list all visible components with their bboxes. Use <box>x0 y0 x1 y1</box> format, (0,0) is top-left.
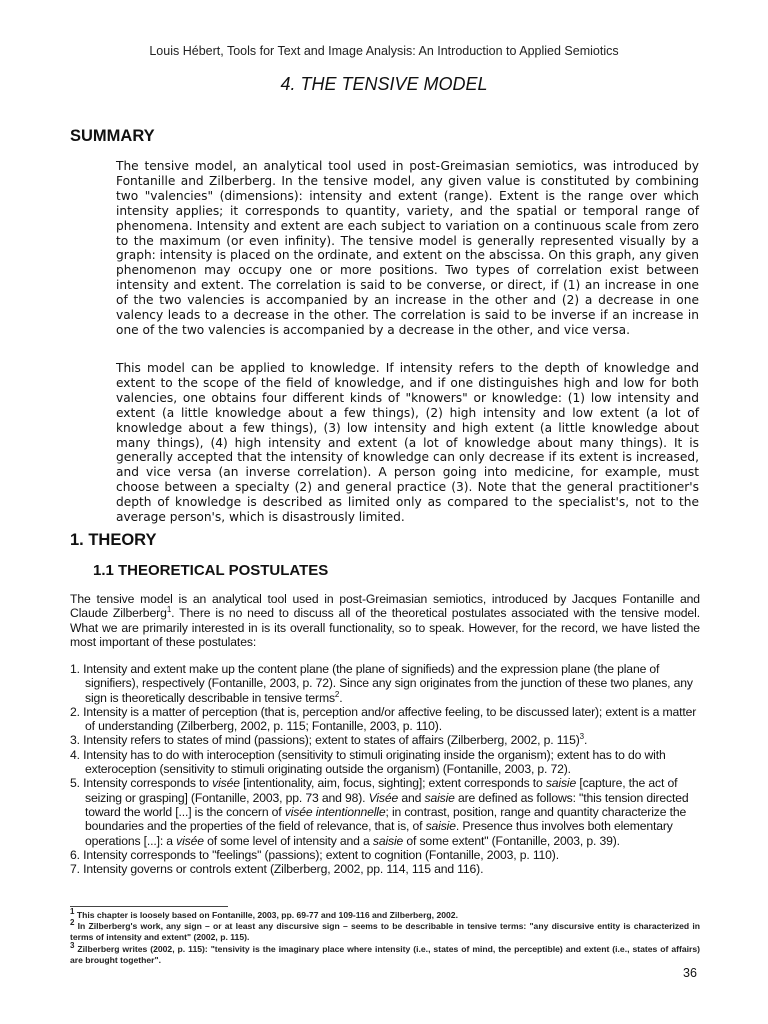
term-saisie: saisie <box>545 776 577 791</box>
footnote-3-number: 3 <box>70 940 75 950</box>
postulate-5-text-i: of some extent" (Fontanille, 2003, p. 39). <box>403 833 620 848</box>
footnote-1-text: This chapter is loosely based on Fontanille, 2003, pp. 69-77 and 109-116 and Zilberberg, 2002. <box>74 910 458 920</box>
chapter-title: 4. THE TENSIVE MODEL <box>280 74 488 94</box>
postulate-3 <box>70 733 702 747</box>
summary-paragraph-1: The tensive model, an analytical tool used in post-Greimasian semiotics, was introduced by Fontanille and Zilberberg. In the tensive model, any given value is constituted by combining two "valencies" (dimensions): intensity and extent (range). Extent is the range over which intensity applies; it corresponds to quantity, variety, and the spatial or temporal range of phenomena. Intensity and extent are each subject to variation on a continuous scale from zero to the maximum (or even infinity). The tensive model is generally represented visually by a graph: intensity is placed on the ordinate, and extent on the abscissa. On this graph, any given phenomenon may occupy one or more positions. Two types of correlation exist between intensity and extent. The correlation is said to be converse, or direct, if (1) an increase in one of the two valencies is accompanied by an increase in the other and (2) a decrease in one valency leads to a decrease in the other. The correlation is said to be inverse if an increase in one of the two valencies is accompanied by a decrease in the other, and vice versa. <box>116 159 699 337</box>
postulate-3-text: 3. Intensity refers to states of mind (passions); extent to states of affairs (Zilberberg, 2002, p. 115) <box>70 733 580 748</box>
footnote-2 <box>70 918 700 943</box>
running-header: Louis Hébert, Tools for Text and Image Analysis: An Introduction to Applied Semiotics <box>149 44 619 58</box>
footnote-3 <box>70 940 700 966</box>
postulate-3-end: . <box>583 733 588 748</box>
postulate-1-end: . <box>339 690 343 705</box>
term-visee-intentionnelle: visée intentionnelle <box>284 804 386 819</box>
footnote-ref-1[interactable]: 1 <box>166 605 172 615</box>
postulate-1-text: 1. Intensity and extent make up the content plane (the plane of signifieds) and the expression plane (the plane of signifiers), respectively (Fontanille, 2003, p. 72). Since any sign originates from the junction of these two planes, any sign is theoretically describable in tensive terms <box>70 662 693 705</box>
postulate-6: 6. Intensity corresponds to "feelings" (passions); extent to cognition (Fontanille, 2003, p. 110). <box>70 847 559 862</box>
footnote-1-number: 1 <box>70 907 75 917</box>
term-saisie: saisie <box>425 819 456 834</box>
postulate-4: 4. Intensity has to do with interoception (sensitivity to stimuli originating inside the organism); extent has to do with exteroception (sensitivity to stimuli originating outside the organism) (Fontanille, 2003, p. 72). <box>70 747 666 777</box>
theory-heading: 1. THEORY <box>70 531 157 549</box>
footnote-1 <box>70 907 700 921</box>
postulate-5-text-g: . Presence thus involves both elementary operations [...]: a <box>85 819 673 848</box>
term-visee: visée <box>176 833 204 848</box>
postulate-5-text-f: ; in contrast, position, range and quantity characterize the boundaries and the properties of the field of relevance, that is, of <box>85 804 687 834</box>
postulate-5-text-b: [intentionality, aim, focus, sighting]; extent corresponds to <box>239 776 546 791</box>
footnote-separator <box>70 906 228 907</box>
theoretical-postulates-heading: 1.1 THEORETICAL POSTULATES <box>93 562 329 579</box>
term-visee: Visée <box>368 790 399 805</box>
postulate-2: 2. Intensity is a matter of perception (that is, perception and/or affective feeling, to be discussed later); extent is a matter of understanding (Zilberberg, 2002, p. 115; Fontanille, 2003, p. 110). <box>70 704 697 734</box>
postulate-5-text-d: and <box>398 790 425 805</box>
footnote-ref-2[interactable]: 2 <box>334 689 340 699</box>
postulate-5-text-a: 5. Intensity corresponds to <box>70 776 213 791</box>
postulate-5-text-c: [capture, the act of seizing or grasping] (Fontanille, 2003, pp. 73 and 98). <box>85 776 678 805</box>
page-number: 36 <box>683 966 697 980</box>
term-saisie: saisie <box>372 833 404 848</box>
term-visee: visée <box>212 776 240 791</box>
footnote-2-number: 2 <box>70 918 75 928</box>
summary-heading: SUMMARY <box>70 127 155 145</box>
footnotes <box>70 907 700 966</box>
postulate-7: 7. Intensity governs or controls extent (Zilberberg, 2002, pp. 114, 115 and 116). <box>70 862 484 877</box>
footnote-ref-3[interactable]: 3 <box>579 732 584 742</box>
intro-text-b: . There is no need to discuss all of the theoretical postulates associated with the tensive model. What we are primarily interested in is its overall functionality, so to speak. However, for the record, we have listed the most important of these postulates: <box>70 606 700 650</box>
postulate-1 <box>70 662 702 705</box>
term-saisie: saisie <box>424 790 455 805</box>
postulate-5-text-e: are defined as follows: "this tension directed toward the world [...] is the concern of <box>85 790 689 819</box>
postulate-5-text-h: of some level of intensity and a <box>203 833 373 848</box>
footnote-2-text: In Zilberberg's work, any sign – or at least any discursive sign – seems to be describable in tensive terms: "any discursive entity is characterized in terms of intensity and extent" (2002, p. 115). <box>70 921 700 943</box>
postulate-5 <box>70 776 702 847</box>
summary-paragraph-2: This model can be applied to knowledge. If intensity refers to the depth of knowledge and extent to the scope of the field of knowledge, and if one distinguishes high and low for both valencies, one obtains four different kinds of "knowers" or knowledge: (1) low intensity and extent (a little knowledge about a few things), (2) high intensity and low extent (a lot of knowledge about a few things), (3) low intensity and high extent (a little knowledge about many things), (4) high intensity and extent (a lot of knowledge about many things). It is generally accepted that the intensity of knowledge can only decrease if its extent is increased, and vice versa (an inverse correlation). A person going into medicine, for example, must choose between a specialty (2) and general practice (3). Note that the general practitioner's depth of knowledge is described as limited only as compared to the specialist's, not to the average person's, which is disastrously limited. <box>116 361 699 525</box>
postulates-list <box>70 662 702 876</box>
footnote-3-text: Zilberberg writes (2002, p. 115): "tensivity is the imaginary place where intensity (i.e., states of mind, the perceptible) and extent (i.e., states of affairs) are brought together". <box>70 943 700 965</box>
theory-intro-paragraph <box>70 592 700 650</box>
intro-text-a: The tensive model is an analytical tool used in post-Greimasian semiotics, introduced by Jacques Fontanille and Claude Zilberberg <box>70 592 700 621</box>
